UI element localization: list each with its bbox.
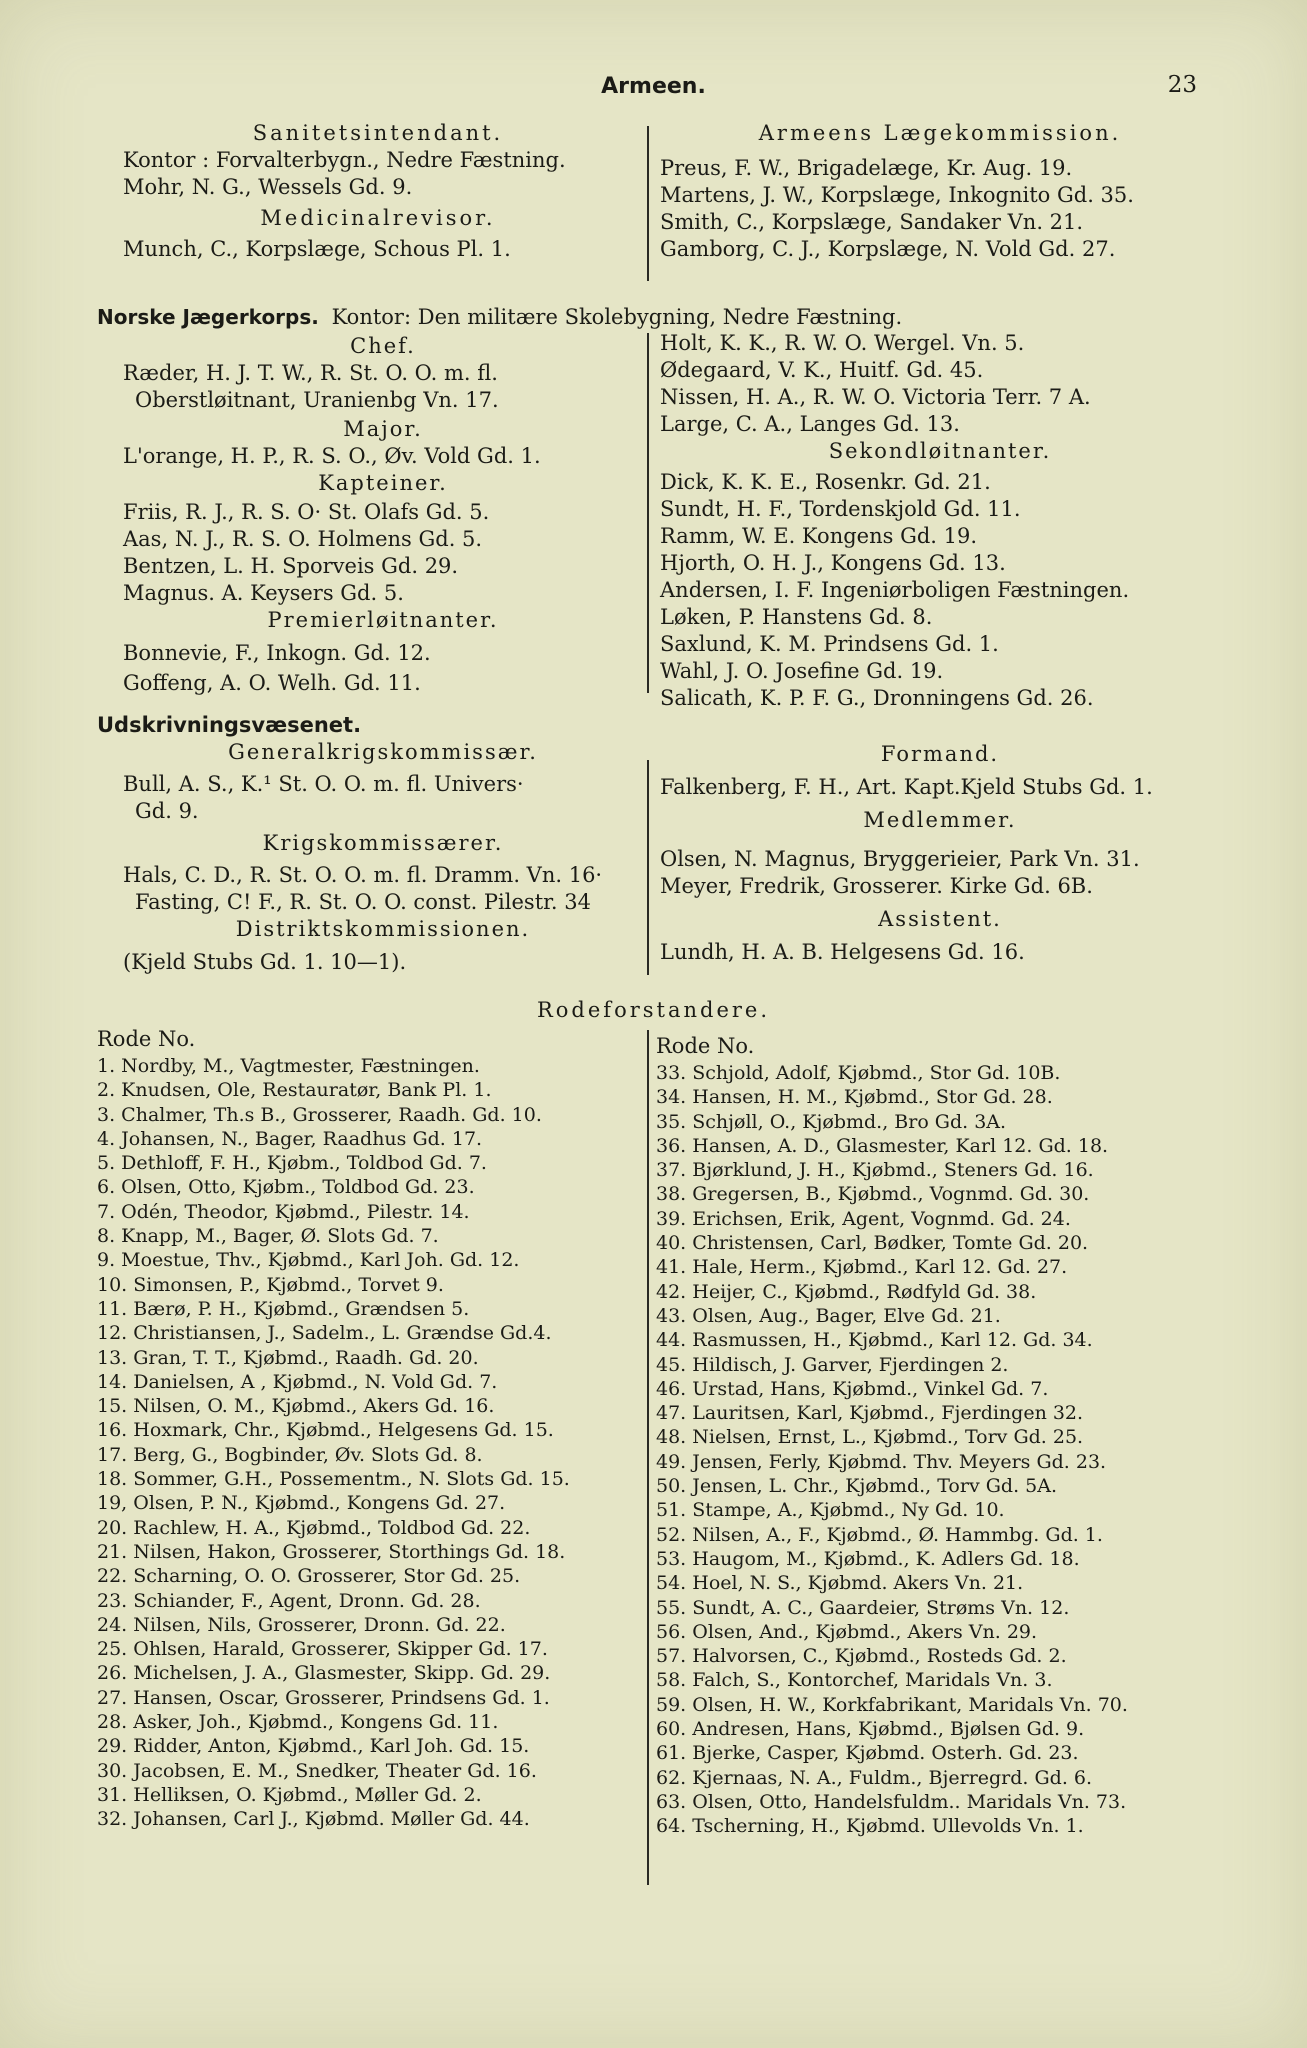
udskrivning-entry: (Kjeld Stubs Gd. 1. 10—1). bbox=[123, 950, 407, 974]
jaegerkorps-right bbox=[660, 330, 1220, 712]
rode-entry: 19, Olsen, P. N., Kjøbmd., Kongens Gd. 27. bbox=[97, 1492, 506, 1515]
rode-right bbox=[656, 1033, 1246, 1839]
jaegerkorps-entry: Goffeng, A. O. Welh. Gd. 11. bbox=[123, 671, 421, 695]
rode-entry: 46. Urstad, Hans, Kjøbmd., Vinkel Gd. 7. bbox=[656, 1377, 1049, 1400]
udskrivning-entry: Falkenberg, F. H., Art. Kapt.Kjeld Stubs Gd. 1. bbox=[660, 775, 1153, 799]
udskrivning-entry: Distriktskommissionen. bbox=[235, 917, 531, 941]
udskrivning-entry: Fasting, C! F., R. St. O. O. const. Pilestr. 34 bbox=[135, 890, 591, 914]
rode-entry: 3. Chalmer, Th.s B., Grosserer, Raadh. Gd. 10. bbox=[97, 1103, 542, 1126]
rode-entry: 30. Jacobsen, E. M., Snedker, Theater Gd. 16. bbox=[97, 1759, 537, 1782]
rode-entry: 12. Christiansen, J., Sadelm., L. Grændse Gd.4. bbox=[97, 1322, 552, 1345]
rode-entry: 1. Nordby, M., Vagtmester, Fæstningen. bbox=[97, 1055, 480, 1077]
rode-entry: 36. Hansen, A. D., Glasmester, Karl 12. Gd. 18. bbox=[656, 1134, 1109, 1157]
jaegerkorps-entry: Premierløitnanter. bbox=[267, 608, 499, 632]
column-divider bbox=[647, 333, 649, 693]
rode-entry: 8. Knapp, M., Bager, Ø. Slots Gd. 7. bbox=[97, 1225, 439, 1248]
rode-entry: 39. Erichsen, Erik, Agent, Vognmd. Gd. 24. bbox=[656, 1207, 1071, 1230]
jaegerkorps-entry: Dick, K. K. E., Rosenkr. Gd. 21. bbox=[660, 470, 991, 494]
column-divider bbox=[647, 1030, 649, 1885]
rode-entry: 18. Sommer, G.H., Possementm., N. Slots Gd. 15. bbox=[97, 1468, 570, 1491]
sanitet-line: Kontor : Forvalterbygn., Nedre Fæstning. bbox=[123, 148, 566, 172]
jaegerkorps-entry: L'orange, H. P., R. S. O., Øv. Vold Gd. 1. bbox=[123, 444, 541, 468]
jaegerkorps-entry: Wahl, J. O. Josefine Gd. 19. bbox=[660, 659, 944, 683]
jaegerkorps-entry: Bentzen, L. H. Sporveis Gd. 29. bbox=[123, 554, 459, 578]
rode-right-list bbox=[656, 1061, 1246, 1839]
rode-entry: 22. Scharning, O. O. Grosserer, Stor Gd. 25. bbox=[97, 1565, 521, 1588]
medicinalrevisor-line: Munch, C., Korpslæge, Schous Pl. 1. bbox=[123, 237, 511, 261]
jaegerkorps-heading: Norske Jægerkorps. bbox=[97, 305, 319, 329]
jaegerkorps-entry: Large, C. A., Langes Gd. 13. bbox=[660, 412, 960, 436]
rode-entry: 49. Jensen, Ferly, Kjøbmd. Thv. Meyers Gd. 23. bbox=[656, 1450, 1107, 1473]
jaegerkorps-entry: Hjorth, O. H. J., Kongens Gd. 13. bbox=[660, 551, 1006, 575]
rode-entry: 37. Bjørklund, J. H., Kjøbmd., Steners Gd. 16. bbox=[656, 1159, 1094, 1182]
sanitet-heading: Sanitetsintendant. bbox=[252, 121, 504, 145]
udskrivning-entry: Generalkrigskommissær. bbox=[228, 740, 538, 764]
rode-entry: 35. Schjøll, O., Kjøbmd., Bro Gd. 3A. bbox=[656, 1110, 1007, 1133]
jaegerkorps-entry: Nissen, H. A., R. W. O. Victoria Terr. 7 A. bbox=[660, 385, 1091, 409]
rode-entry: 43. Olsen, Aug., Bager, Elve Gd. 21. bbox=[656, 1304, 1001, 1327]
rode-entry: 28. Asker, Joh., Kjøbmd., Kongens Gd. 11. bbox=[97, 1711, 499, 1734]
udskrivning-entry: Formand. bbox=[880, 742, 1000, 766]
rode-entry: 60. Andresen, Hans, Kjøbmd., Bjølsen Gd. 9. bbox=[656, 1718, 1085, 1741]
jaegerkorps-entry: Løken, P. Hanstens Gd. 8. bbox=[660, 605, 933, 629]
rode-entry: 55. Sundt, A. C., Gaardeier, Strøms Vn. 12. bbox=[656, 1596, 1070, 1619]
rode-entry: 25. Ohlsen, Harald, Grosserer, Skipper Gd. 17. bbox=[97, 1638, 548, 1661]
rode-entry: 62. Kjernaas, N. A., Fuldm., Bjerregrd. Gd. 6. bbox=[656, 1766, 1093, 1789]
jaegerkorps-entry: Chef. bbox=[350, 334, 416, 358]
rode-entry: 40. Christensen, Carl, Bødker, Tomte Gd. 20. bbox=[656, 1232, 1089, 1255]
rode-entry: 52. Nilsen, A., F., Kjøbmd., Ø. Hammbg. Gd. 1. bbox=[656, 1523, 1103, 1546]
jaegerkorps-entry: Aas, N. J., R. S. O. Holmens Gd. 5. bbox=[123, 527, 483, 551]
medicinalrevisor-heading: Medicinalrevisor. bbox=[260, 206, 496, 230]
rode-entry: 27. Hansen, Oscar, Grosserer, Prindsens Gd. 1. bbox=[97, 1686, 550, 1709]
rode-left-list bbox=[97, 1054, 642, 1832]
rode-entry: 14. Danielsen, A , Kjøbmd., N. Vold Gd. 7. bbox=[97, 1370, 498, 1393]
udskrivning-entry: Gd. 9. bbox=[135, 799, 199, 823]
jaegerkorps-kontor: Kontor: Den militære Skolebygning, Nedre Fæstning. bbox=[331, 305, 903, 329]
rode-entry: 63. Olsen, Otto, Handelsfuldm.. Maridals Vn. 73. bbox=[656, 1790, 1127, 1813]
rode-entry: 15. Nilsen, O. M., Kjøbmd., Akers Gd. 16. bbox=[97, 1395, 495, 1418]
laegekommission-heading: Armeens Lægekommission. bbox=[758, 121, 1122, 145]
rode-entry: 10. Simonsen, P., Kjøbmd., Torvet 9. bbox=[97, 1273, 444, 1296]
column-divider bbox=[647, 760, 649, 975]
udskrivning-entry: Meyer, Fredrik, Grosserer. Kirke Gd. 6B. bbox=[660, 874, 1093, 898]
rode-entry: 4. Johansen, N., Bager, Raadhus Gd. 17. bbox=[97, 1127, 483, 1150]
jaegerkorps-entry: Oberstløitnant, Uranienbg Vn. 17. bbox=[135, 388, 499, 412]
jaegerkorps-entry: Ødegaard, V. K., Huitf. Gd. 45. bbox=[660, 358, 984, 382]
laegekommission-block bbox=[660, 120, 1220, 263]
rode-entry: 7. Odén, Theodor, Kjøbmd., Pilestr. 14. bbox=[97, 1200, 470, 1223]
udskrivning-entry: Assistent. bbox=[878, 907, 1002, 931]
udskrivning-left bbox=[123, 739, 643, 976]
rode-entry: 23. Schiander, F., Agent, Dronn. Gd. 28. bbox=[97, 1589, 481, 1612]
rode-entry: 54. Hoel, N. S., Kjøbmd. Akers Vn. 21. bbox=[656, 1572, 1024, 1595]
jaegerkorps-entry: Sundt, H. F., Tordenskjold Gd. 11. bbox=[660, 497, 1021, 521]
rode-entry: 17. Berg, G., Bogbinder, Øv. Slots Gd. 8. bbox=[97, 1443, 483, 1466]
rode-entry: 58. Falch, S., Kontorchef, Maridals Vn. 3. bbox=[656, 1669, 1053, 1692]
rode-entry: 47. Lauritsen, Karl, Kjøbmd., Fjerdingen 32. bbox=[656, 1402, 1084, 1425]
rode-entry: 53. Haugom, M., Kjøbmd., K. Adlers Gd. 18. bbox=[656, 1547, 1080, 1570]
udskrivning-heading: Udskrivningsvæsenet. bbox=[97, 713, 362, 737]
rode-entry: 64. Tscherning, H., Kjøbmd. Ullevolds Vn. 1. bbox=[656, 1815, 1084, 1838]
udskrivning-entry: Krigskommissærer. bbox=[262, 831, 504, 855]
rode-col-label: Rode No. bbox=[97, 1027, 196, 1051]
udskrivning-entry: Olsen, N. Magnus, Bryggerieier, Park Vn. 31. bbox=[660, 847, 1140, 871]
sanitet-line: Mohr, N. G., Wessels Gd. 9. bbox=[123, 175, 413, 199]
rode-entry: 29. Ridder, Anton, Kjøbmd., Karl Joh. Gd. 15. bbox=[97, 1735, 530, 1758]
udskrivning-entry: Medlemmer. bbox=[863, 808, 1017, 832]
jaegerkorps-entry: Friis, R. J., R. S. O· St. Olafs Gd. 5. bbox=[123, 500, 490, 524]
laegekommission-line: Gamborg, C. J., Korpslæge, N. Vold Gd. 27. bbox=[660, 237, 1116, 261]
rode-entry: 11. Bærø, P. H., Kjøbmd., Grændsen 5. bbox=[97, 1297, 470, 1320]
rode-col-label: Rode No. bbox=[656, 1034, 755, 1058]
rode-entry: 9. Moestue, Thv., Kjøbmd., Karl Joh. Gd. 12. bbox=[97, 1249, 520, 1272]
rode-entry: 45. Hildisch, J. Garver, Fjerdingen 2. bbox=[656, 1353, 1009, 1376]
rode-entry: 2. Knudsen, Ole, Restauratør, Bank Pl. 1. bbox=[97, 1079, 492, 1102]
jaegerkorps-entry: Kapteiner. bbox=[318, 471, 448, 495]
jaegerkorps-entry: Sekondløitnanter. bbox=[828, 439, 1052, 463]
rode-entry: 57. Halvorsen, C., Kjøbmd., Rosteds Gd. 2. bbox=[656, 1645, 1067, 1668]
rode-heading: Rodeforstandere. bbox=[536, 998, 771, 1022]
rode-entry: 50. Jensen, L. Chr., Kjøbmd., Torv Gd. 5A. bbox=[656, 1475, 1057, 1498]
jaegerkorps-entry: Ramm, W. E. Kongens Gd. 19. bbox=[660, 524, 978, 548]
rode-entry: 16. Hoxmark, Chr., Kjøbmd., Helgesens Gd. 15. bbox=[97, 1419, 554, 1442]
rode-entry: 42. Heijer, C., Kjøbmd., Rødfyld Gd. 38. bbox=[656, 1280, 1037, 1303]
rode-entry: 6. Olsen, Otto, Kjøbm., Toldbod Gd. 23. bbox=[97, 1176, 475, 1199]
laegekommission-line: Martens, J. W., Korpslæge, Inkognito Gd. 35. bbox=[660, 183, 1134, 207]
rode-entry: 5. Dethloff, F. H., Kjøbm., Toldbod Gd. 7. bbox=[97, 1152, 487, 1175]
udskrivning-entry: Bull, A. S., K.¹ St. O. O. m. fl. Univers· bbox=[123, 772, 524, 796]
rode-entry: 59. Olsen, H. W., Korkfabrikant, Maridals Vn. 70. bbox=[656, 1693, 1128, 1716]
jaegerkorps-entry: Magnus. A. Keysers Gd. 5. bbox=[123, 581, 404, 605]
running-header: Armeen. bbox=[601, 74, 706, 99]
jaegerkorps-entry: Bonnevie, F., Inkogn. Gd. 12. bbox=[123, 641, 431, 665]
jaegerkorps-entry: Holt, K. K., R. W. O. Wergel. Vn. 5. bbox=[660, 331, 1025, 355]
rode-entry: 34. Hansen, H. M., Kjøbmd., Stor Gd. 28. bbox=[656, 1086, 1053, 1109]
rode-left bbox=[97, 1026, 642, 1832]
jaegerkorps-entry: Salicath, K. P. F. G., Dronningens Gd. 26. bbox=[660, 686, 1094, 710]
rode-entry: 13. Gran, T. T., Kjøbmd., Raadh. Gd. 20. bbox=[97, 1346, 479, 1369]
rode-entry: 44. Rasmussen, H., Kjøbmd., Karl 12. Gd. 34. bbox=[656, 1329, 1093, 1352]
rode-entry: 31. Helliksen, O. Kjøbmd., Møller Gd. 2. bbox=[97, 1783, 482, 1806]
jaegerkorps-entry: Saxlund, K. M. Prindsens Gd. 1. bbox=[660, 632, 999, 656]
rode-entry: 32. Johansen, Carl J., Kjøbmd. Møller Gd. 44. bbox=[97, 1808, 530, 1831]
rode-entry: 41. Hale, Herm., Kjøbmd., Karl 12. Gd. 27. bbox=[656, 1256, 1068, 1279]
rode-entry: 48. Nielsen, Ernst, L., Kjøbmd., Torv Gd. 25. bbox=[656, 1426, 1084, 1449]
jaegerkorps-entry: Major. bbox=[343, 417, 423, 441]
jaegerkorps-heading-line bbox=[97, 304, 902, 331]
rode-entry: 61. Bjerke, Casper, Kjøbmd. Osterh. Gd. 23. bbox=[656, 1742, 1079, 1765]
laegekommission-line: Preus, F. W., Brigadelæge, Kr. Aug. 19. bbox=[660, 156, 1073, 180]
jaegerkorps-left bbox=[123, 333, 643, 697]
rode-entry: 38. Gregersen, B., Kjøbmd., Vognmd. Gd. 30. bbox=[656, 1183, 1090, 1206]
sanitet-block bbox=[123, 120, 633, 263]
udskrivning-entry: Lundh, H. A. B. Helgesens Gd. 16. bbox=[660, 940, 1025, 964]
jaegerkorps-entry: Ræder, H. J. T. W., R. St. O. O. m. fl. bbox=[123, 361, 498, 385]
rode-entry: 33. Schjold, Adolf, Kjøbmd., Stor Gd. 10B. bbox=[656, 1062, 1061, 1084]
udskrivning-entry: Hals, C. D., R. St. O. O. m. fl. Dramm. Vn. 16· bbox=[123, 863, 603, 887]
rode-entry: 51. Stampe, A., Kjøbmd., Ny Gd. 10. bbox=[656, 1499, 1005, 1522]
rode-entry: 21. Nilsen, Hakon, Grosserer, Storthings Gd. 18. bbox=[97, 1540, 566, 1563]
column-divider bbox=[647, 126, 649, 281]
rode-entry: 20. Rachlew, H. A., Kjøbmd., Toldbod Gd. 22. bbox=[97, 1516, 531, 1539]
laegekommission-line: Smith, C., Korpslæge, Sandaker Vn. 21. bbox=[660, 210, 1084, 234]
jaegerkorps-entry: Andersen, I. F. Ingeniørboligen Fæstningen. bbox=[660, 578, 1130, 602]
rode-entry: 56. Olsen, And., Kjøbmd., Akers Vn. 29. bbox=[656, 1620, 1038, 1643]
rode-entry: 26. Michelsen, J. A., Glasmester, Skipp. Gd. 29. bbox=[97, 1662, 551, 1685]
udskrivning-right bbox=[660, 741, 1220, 966]
page-number: 23 bbox=[1167, 72, 1197, 98]
rode-entry: 24. Nilsen, Nils, Grosserer, Dronn. Gd. 22. bbox=[97, 1613, 506, 1636]
